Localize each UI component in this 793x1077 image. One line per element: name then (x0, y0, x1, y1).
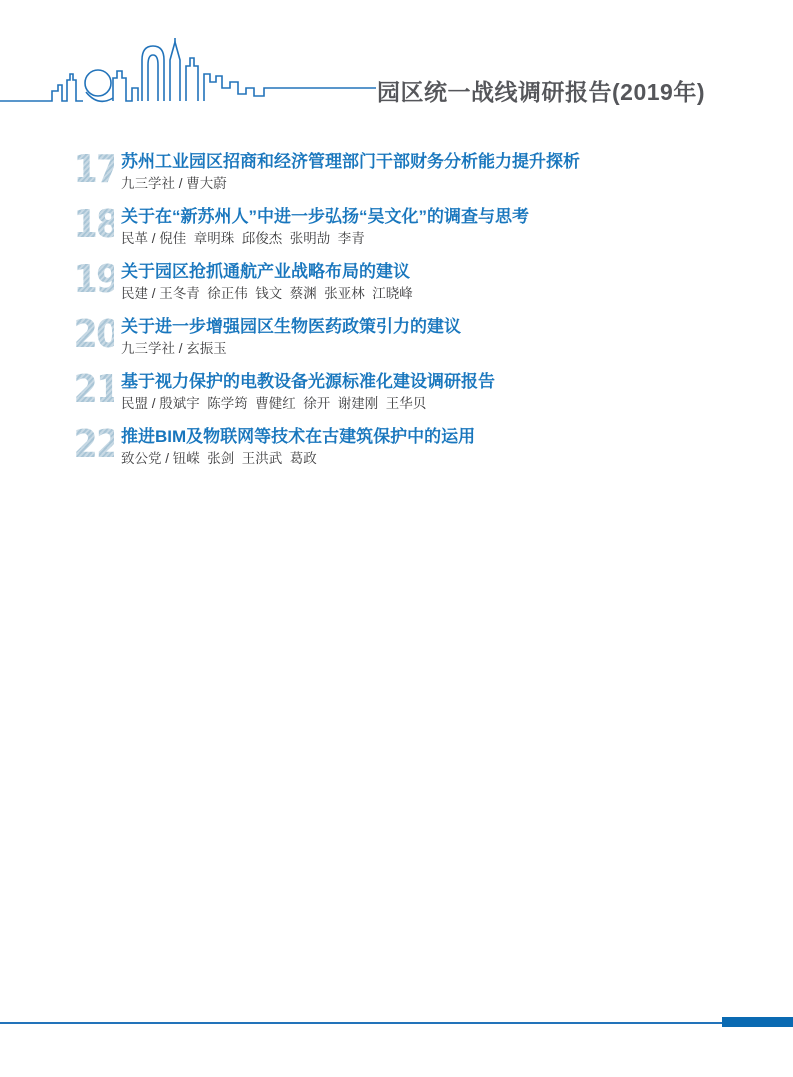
entry-title: 推进BIM及物联网等技术在古建筑保护中的运用 (121, 427, 476, 446)
entry-title: 关于在“新苏州人”中进一步弘扬“吴文化”的调查与思考 (121, 207, 529, 226)
entry-title: 基于视力保护的电教设备光源标准化建设调研报告 (121, 372, 495, 391)
entry-number: 20 (73, 312, 119, 356)
footer-accent-block (722, 1017, 793, 1027)
entry-number: 21 (73, 367, 119, 411)
entry-authors: 民盟 / 殷斌宇 陈学筠 曹健红 徐开 谢建刚 王华贝 (121, 396, 427, 411)
toc-entry (70, 147, 720, 191)
toc-entry (70, 312, 720, 356)
city-skyline-icon (0, 38, 376, 108)
toc-entry (70, 257, 720, 301)
entry-number: 22 (73, 422, 119, 466)
entry-title: 苏州工业园区招商和经济管理部门干部财务分析能力提升探析 (121, 152, 580, 171)
entry-authors: 民革 / 倪佳 章明珠 邱俊杰 张明劼 李青 (121, 231, 365, 246)
entry-number: 18 (73, 202, 119, 246)
entry-number: 17 (73, 147, 119, 191)
entry-number: 19 (73, 257, 119, 301)
toc-entry (70, 367, 720, 411)
entry-authors: 九三学社 / 玄振玉 (121, 341, 227, 356)
table-of-contents (70, 147, 720, 480)
toc-entry (70, 422, 720, 466)
entry-title: 关于进一步增强园区生物医药政策引力的建议 (121, 317, 461, 336)
report-title: 园区统一战线调研报告(2019年) (377, 79, 705, 105)
entry-authors: 民建 / 王冬青 徐正伟 钱文 蔡渊 张亚林 江晓峰 (121, 286, 413, 301)
entry-title: 关于园区抢抓通航产业战略布局的建议 (121, 262, 410, 281)
toc-entry (70, 202, 720, 246)
entry-authors: 九三学社 / 曹大蔚 (121, 176, 227, 191)
entry-authors: 致公党 / 钮嵘 张剑 王洪武 葛政 (121, 451, 317, 466)
footer-rule (0, 1022, 793, 1024)
